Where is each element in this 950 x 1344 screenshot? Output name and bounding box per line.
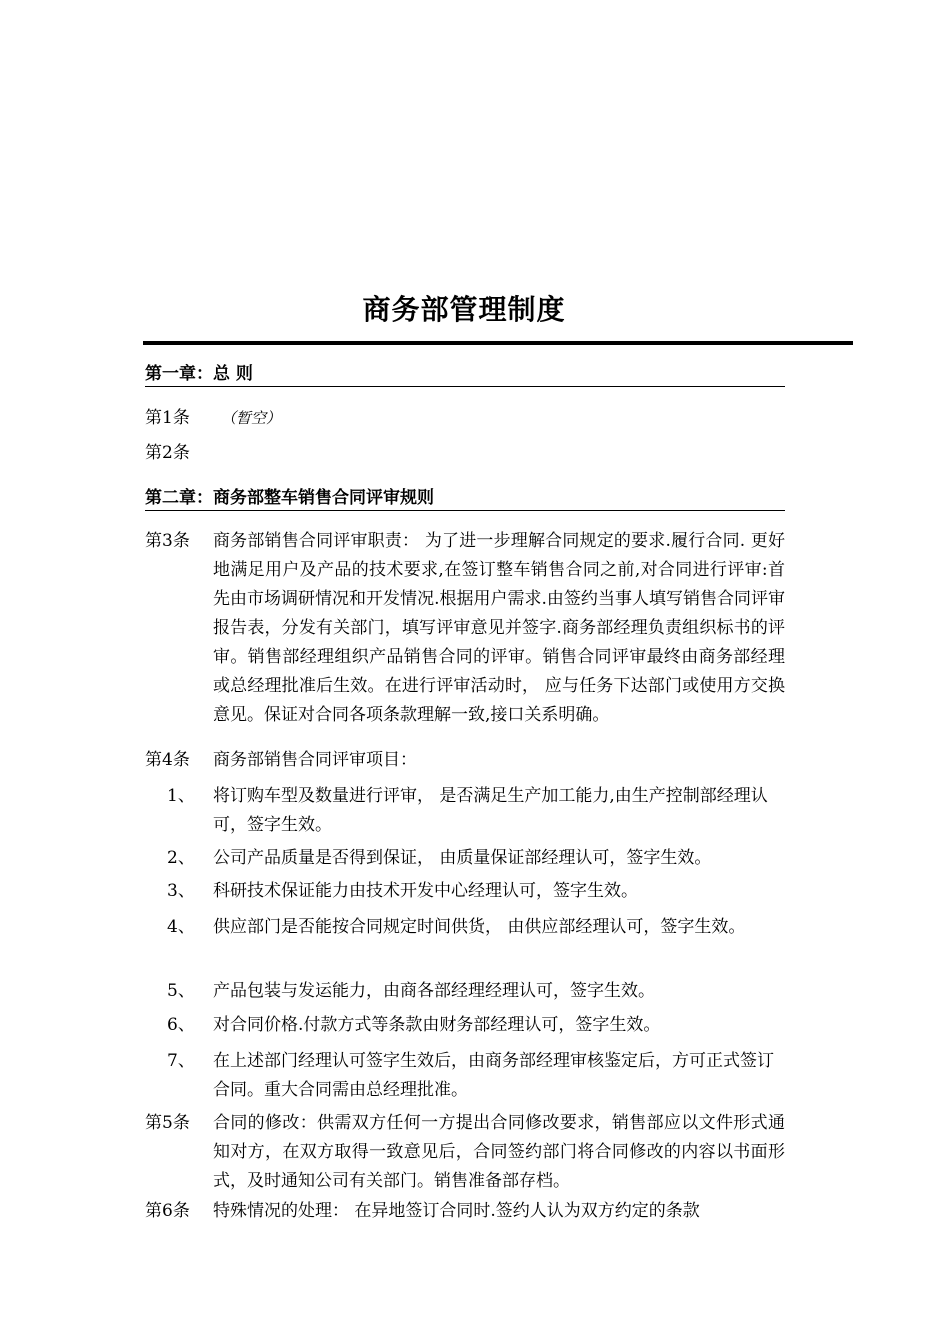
item-text: 供应部门是否能按合同规定时间供货， 由供应部经理认可，签字生效。 [213, 917, 746, 937]
item-text: 科研技术保证能力由技术开发中心经理认可，签字生效。 [213, 881, 638, 901]
article-text: 商务部销售合同评审职责： 为了进一步理解合同规定的要求.履行合同. 更好地满足用户及产品的技术要求,在签订整车销售合同之前,对合同进行评审:首先由市场调研情况和开发情况.根据用户需求.由签约当事人填写销售合同评审报告表，分发有关部门，填写评审意见并签字.商务部经理负责组织标书的评审。销售部经理组织产品销售合同的评审。销售合同评审最终由商务部经理或总经理批准后生效。在进行评审活动时， 应与任务下达部门或使用方交换意见。保证对合同各项条款理解一致,接口关系明确。 [213, 531, 785, 725]
list-item [145, 977, 785, 1006]
list-item [145, 1047, 785, 1105]
item-number: 1、 [167, 786, 195, 806]
item-number: 5、 [167, 981, 195, 1001]
article-text: 合同的修改：供需双方任何一方提出合同修改要求，销售部应以文件形式通知对方，在双方取得一致意见后，合同签约部门将合同修改的内容以书面形式，及时通知公司有关部门。销售准备部存档。 [213, 1113, 785, 1191]
article-5 [145, 1109, 785, 1196]
article-4 [145, 746, 785, 775]
article-number: 第2条 [145, 443, 190, 463]
list-item [145, 877, 785, 906]
chapter-1-heading: 第一章：总 则 [145, 363, 785, 387]
item-number: 2、 [167, 848, 195, 868]
item-text: 将订购车型及数量进行评审， 是否满足生产加工能力,由生产控制部经理认可，签字生效。 [213, 786, 768, 835]
article-text: （暂空） [221, 409, 282, 427]
article-number: 第1条 [145, 408, 190, 428]
article-number: 第3条 [145, 531, 190, 551]
item-text: 在上述部门经理认可签字生效后，由商务部经理审核鉴定后，方可正式签订合同。重大合同需由总经理批准。 [213, 1051, 774, 1100]
article-6 [145, 1197, 785, 1226]
list-item [145, 913, 785, 942]
list-item [145, 1011, 785, 1040]
list-item [145, 782, 785, 840]
item-number: 4、 [167, 917, 195, 937]
item-number: 3、 [167, 881, 195, 901]
article-number: 第6条 [145, 1201, 190, 1221]
article-1 [145, 404, 785, 433]
article-text: 特殊情况的处理： 在异地签订合同时.签约人认为双方约定的条款 [213, 1201, 700, 1221]
item-text: 产品包装与发运能力，由商各部经理经理认可，签字生效。 [213, 981, 655, 1001]
document-title: 商务部管理制度 [362, 293, 566, 326]
item-number: 7、 [167, 1051, 195, 1071]
list-item [145, 844, 785, 873]
article-number: 第5条 [145, 1113, 190, 1133]
article-text: 商务部销售合同评审项目： [213, 750, 417, 770]
article-number: 第4条 [145, 750, 190, 770]
article-3 [145, 527, 785, 730]
item-number: 6、 [167, 1015, 195, 1035]
item-text: 对合同价格.付款方式等条款由财务部经理认可，签字生效。 [213, 1015, 661, 1035]
item-text: 公司产品质量是否得到保证， 由质量保证部经理认可，签字生效。 [213, 848, 712, 868]
title-divider [143, 341, 853, 345]
chapter-2-heading: 第二章：商务部整车销售合同评审规则 [145, 487, 785, 511]
